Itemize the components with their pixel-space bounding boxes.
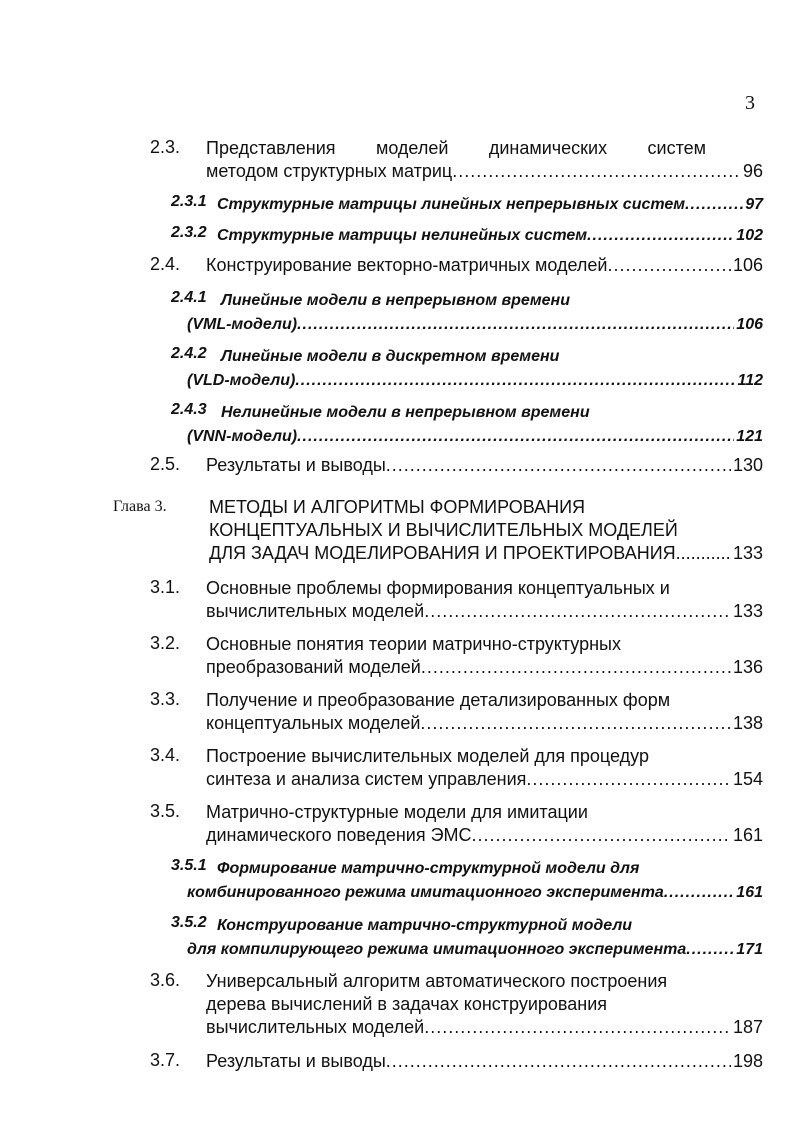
- entry-title-last: вычислительных моделей: [206, 601, 425, 621]
- entry-number: 2.4.: [150, 254, 181, 274]
- entry-page: 121: [736, 428, 763, 445]
- entry-page: 133: [732, 601, 763, 621]
- entry-title-last: преобразований моделей: [206, 657, 421, 677]
- leader-dots: [607, 254, 731, 277]
- entry-title-line: Нелинейные модели в непрерывном времени: [221, 404, 590, 421]
- entry-page: 106: [732, 255, 763, 275]
- entry-number: 2.3.: [150, 137, 181, 157]
- entry-number: 3.1.: [150, 577, 181, 597]
- entry-title-last: (VNN-модели): [187, 428, 298, 445]
- entry-title-last: динамического поведения ЭМС: [206, 825, 472, 845]
- entry-number: 2.3.1: [171, 193, 207, 210]
- entry-title-last: синтеза и анализа систем управления: [206, 769, 527, 789]
- leader-dots: [420, 712, 731, 735]
- leader-dots: [472, 824, 731, 847]
- entry-title-line: Формирование матрично-структурной модели для: [217, 860, 640, 877]
- entry-page: 161: [732, 825, 763, 845]
- entry-title-last: концептуальных моделей: [206, 713, 421, 733]
- leader-dots: [526, 768, 731, 791]
- leader-dots: [386, 454, 731, 477]
- entry-number: 3.2.: [150, 633, 181, 653]
- entry-page: 130: [732, 455, 763, 475]
- entry-title-last: для компилирующего режима имитационного эксперимента: [187, 941, 687, 958]
- leader-dots: [685, 193, 743, 217]
- leader-dots: [295, 369, 735, 393]
- entry-page: 102: [736, 227, 763, 244]
- entry-title-last: Структурные матрицы линейных непрерывных систем: [217, 196, 686, 213]
- entry-page: 96: [742, 161, 763, 181]
- leader-dots: [297, 425, 734, 449]
- entry-number: 3.5.1: [171, 857, 207, 874]
- chapter-title-last: ДЛЯ ЗАДАЧ МОДЕЛИРОВАНИЯ И ПРОЕКТИРОВАНИЯ: [209, 543, 676, 563]
- entry-title-line: дерева вычислений в задачах конструирования: [206, 994, 608, 1014]
- entry-number: 3.5.: [150, 801, 181, 821]
- entry-number: 2.3.2: [171, 224, 207, 241]
- leader-dots: [452, 160, 741, 183]
- entry-title-last: (VLD-модели): [187, 372, 296, 389]
- entry-title-line: Представления моделей динамических систем: [206, 138, 706, 158]
- entry-page: 136: [732, 657, 763, 677]
- leader-dots: [664, 881, 734, 905]
- entry-title-line: Линейные модели в дискретном времени: [221, 348, 560, 365]
- entry-number: 3.7.: [150, 1050, 181, 1070]
- leader-dots: [421, 656, 731, 679]
- entry-title-last: Результаты и выводы: [206, 1051, 386, 1071]
- entry-title-last: вычислительных моделей: [206, 1017, 425, 1037]
- entry-page: 97: [745, 196, 763, 213]
- leader-dots: [297, 313, 734, 337]
- leader-dots: [386, 1050, 731, 1073]
- entry-number: 2.5.: [150, 454, 181, 474]
- entry-number: 3.6.: [150, 970, 181, 990]
- entry-title-last: (VML-модели): [187, 316, 298, 333]
- entry-page: 198: [732, 1051, 763, 1071]
- entry-title-line: Конструирование матрично-структурной модели: [217, 917, 633, 934]
- entry-title-last: Результаты и выводы: [206, 455, 386, 475]
- entry-title-line: Универсальный алгоритм автоматического построения: [206, 971, 668, 991]
- entry-title-line: Матрично-структурные модели для имитации: [206, 802, 588, 822]
- entry-title-line: Основные проблемы формирования концептуальных и: [206, 578, 670, 598]
- entry-number: 2.4.2: [171, 345, 207, 362]
- chapter-title-line: КОНЦЕПТУАЛЬНЫХ И ВЫЧИСЛИТЕЛЬНЫХ МОДЕЛЕЙ: [209, 520, 678, 540]
- leader-dots: [424, 600, 731, 623]
- leader-dots: [686, 938, 734, 962]
- entry-number: 3.5.2: [171, 914, 207, 931]
- leader-dots: [587, 224, 734, 248]
- entry-page: 106: [736, 316, 763, 333]
- entry-page: 133: [732, 543, 763, 563]
- entry-number: 2.4.1: [171, 289, 207, 306]
- entry-page: 187: [732, 1017, 763, 1037]
- entry-title-line: Линейные модели в непрерывном времени: [221, 292, 570, 309]
- entry-page: 171: [736, 941, 763, 958]
- entry-title-last: Конструирование векторно-матричных моделей: [206, 255, 608, 275]
- entry-page: 112: [737, 372, 763, 389]
- chapter-label: Глава 3.: [113, 498, 167, 515]
- leader-dots: [676, 542, 731, 565]
- entry-page: 161: [736, 884, 763, 901]
- leader-dots: [424, 1016, 731, 1039]
- entry-page: 154: [732, 769, 763, 789]
- entry-title-line: Основные понятия теории матрично-структурных: [206, 634, 621, 654]
- entry-title-line: Построение вычислительных моделей для процедур: [206, 746, 649, 766]
- chapter-title-line: МЕТОДЫ И АЛГОРИТМЫ ФОРМИРОВАНИЯ: [209, 497, 586, 517]
- entry-title-last: комбинированного режима имитационного эксперимента: [187, 884, 664, 901]
- entry-title-last: Структурные матрицы нелинейных систем: [217, 227, 588, 244]
- entry-title-last: методом структурных матриц: [206, 161, 453, 181]
- page-number: 3: [745, 92, 755, 114]
- entry-number: 3.4.: [150, 745, 181, 765]
- entry-page: 138: [732, 713, 763, 733]
- entry-number: 2.4.3: [171, 401, 207, 418]
- entry-title-line: Получение и преобразование детализированных форм: [206, 690, 671, 710]
- entry-number: 3.3.: [150, 689, 181, 709]
